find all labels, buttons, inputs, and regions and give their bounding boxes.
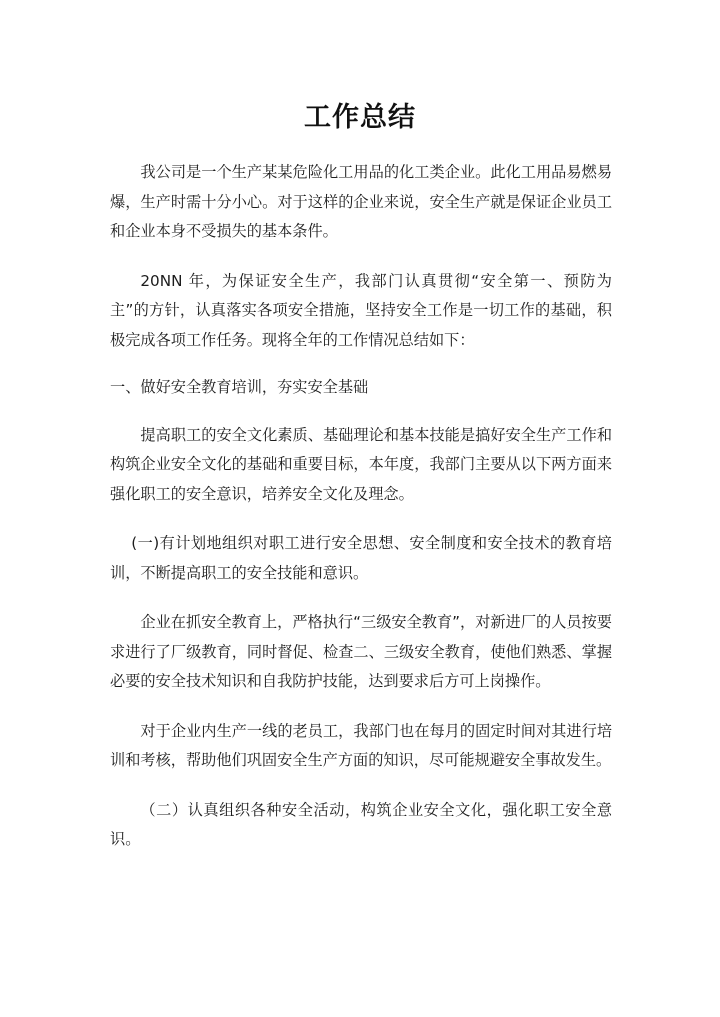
document-body bbox=[110, 158, 612, 855]
subsection-heading-1: (一)有计划地组织对职工进行安全思想、安全制度和安全技术的教育培训，不断提高职工的安全技能和意识。 bbox=[110, 534, 612, 582]
paragraph-safety-culture: 提高职工的安全文化素质、基础理论和基本技能是搞好安全生产工作和构筑企业安全文化的基础和重要目标，本年度，我部门主要从以下两方面来强化职工的安全意识，培养安全文化及理念。 bbox=[110, 425, 612, 503]
document-title: 工作总结 bbox=[304, 102, 416, 133]
paragraph-intro: 我公司是一个生产某某危险化工用品的化工类企业。此化工用品易燃易爆，生产时需十分小心。对于这样的企业来说，安全生产就是保证企业员工和企业本身不受损失的基本条件。 bbox=[110, 163, 612, 240]
paragraph-year-summary: 20NN 年，为保证安全生产，我部门认真贯彻“安全第一、预防为主”的方针，认真落实各项安全措施，坚持安全工作是一切工作的基础，积极完成各项工作任务。现将全年的工作情况总结如下： bbox=[110, 271, 612, 349]
paragraph-three-level-education: 企业在抓安全教育上，严格执行“三级安全教育”，对新进厂的人员按要求进行了厂级教育，同时督促、检查二、三级安全教育，使他们熟悉、掌握必要的安全技术知识和自我防护技能，达到要求后方可上岗操作。 bbox=[110, 613, 612, 690]
subsection-heading-2: （二）认真组织各种安全活动，构筑企业安全文化，强化职工安全意识。 bbox=[110, 800, 612, 848]
section-heading-1: 一、做好安全教育培训，夯实安全基础 bbox=[110, 378, 369, 396]
paragraph-veteran-training: 对于企业内生产一线的老员工，我部门也在每月的固定时间对其进行培训和考核，帮助他们巩固安全生产方面的知识，尽可能规避安全事故发生。 bbox=[110, 721, 612, 769]
